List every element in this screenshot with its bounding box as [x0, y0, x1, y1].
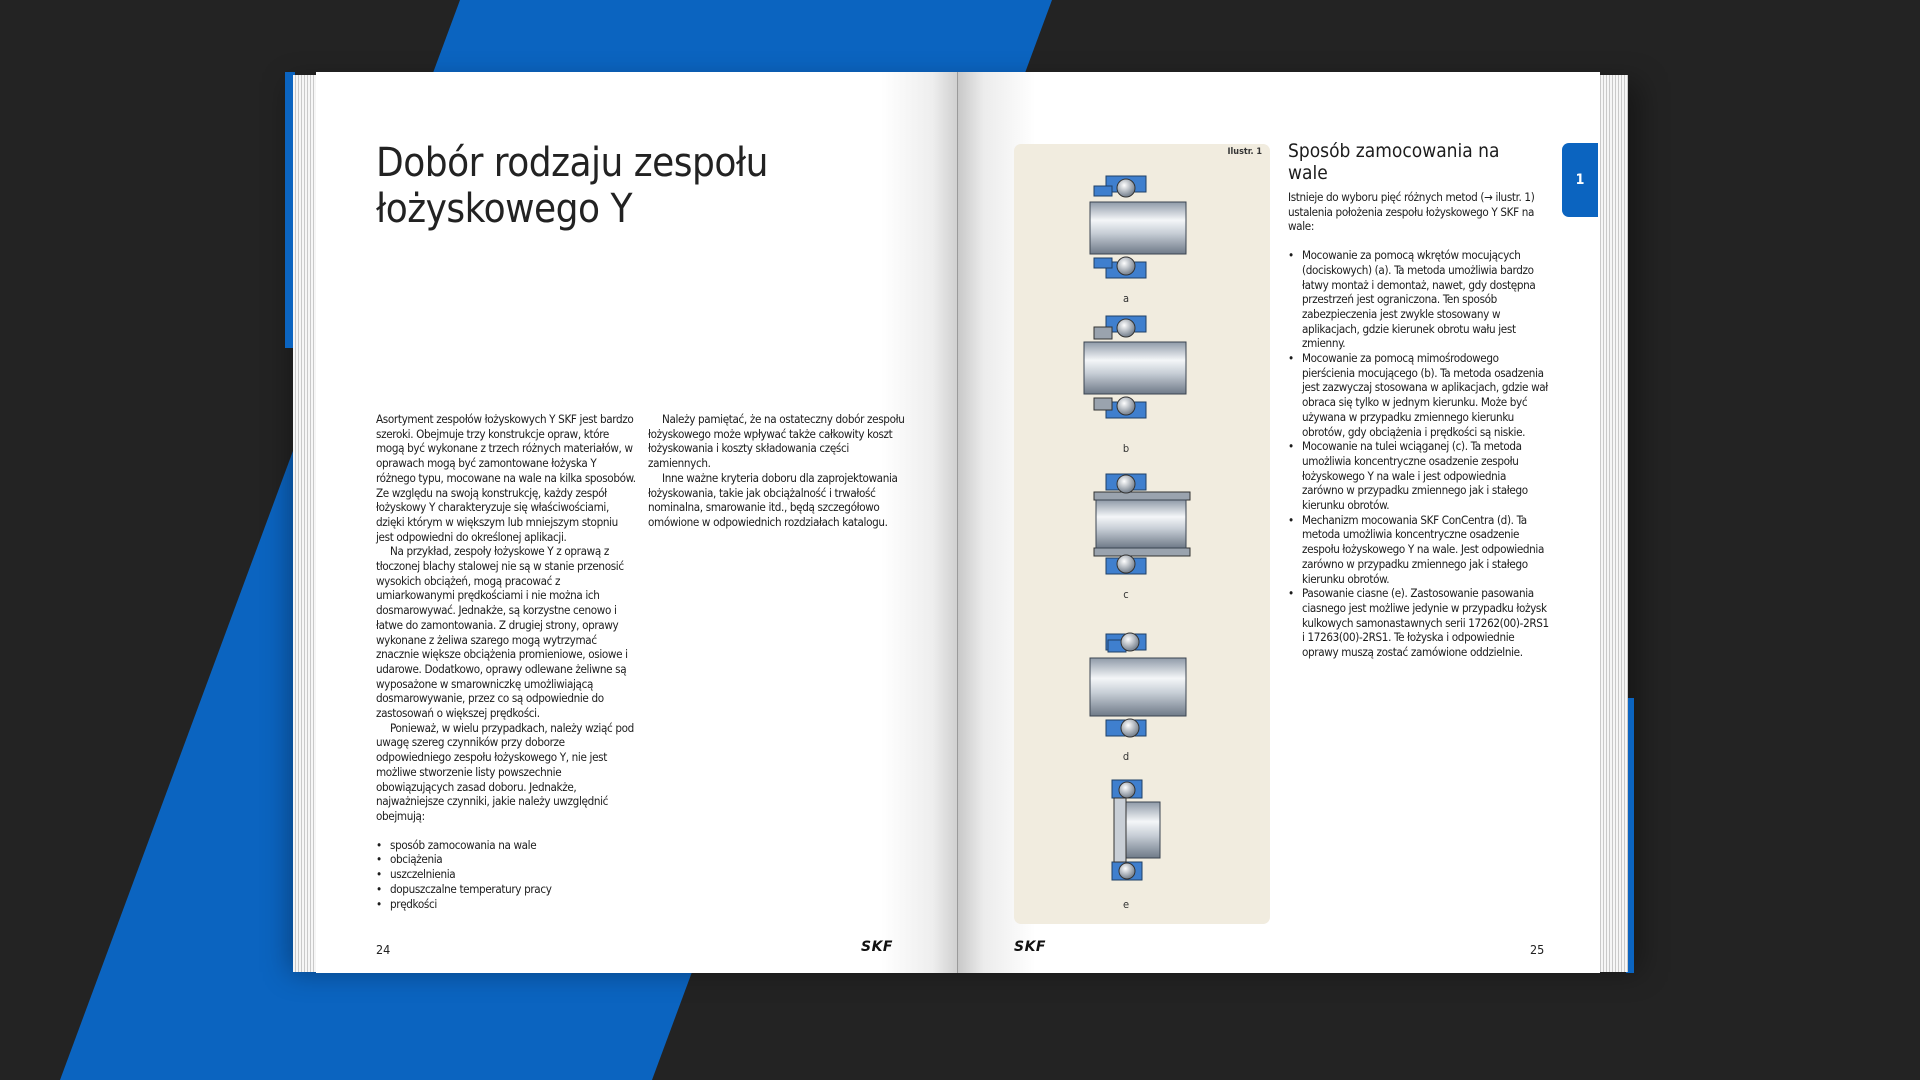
figure-letter-c: c [1123, 588, 1129, 601]
list-item: • sposób zamocowania na wale [376, 838, 636, 853]
chapter-title-line2: łożyskowego Y [376, 186, 632, 232]
page-number-left: 24 [376, 942, 391, 957]
skf-logo: SKF [1014, 939, 1046, 955]
bearing-figure-c [1094, 474, 1190, 574]
page-edges-right [1598, 75, 1628, 972]
bearing-illustrations [1014, 144, 1270, 924]
list-item: • prędkości [376, 897, 636, 912]
list-item: • Pasowanie ciasne (e). Zastosowanie pasowania ciasnego jest możliwe jedynie w przypadku łożysk kulkowych samonastawnych serii 17262(00)-2RS1 i 17263(00)-2RS1. Te łożyska i odpowiednie oprawy muszą zostać zamówione oddzielnie. [1288, 586, 1550, 660]
chapter-tab: 1 [1562, 143, 1598, 217]
skf-logo: SKF [861, 939, 893, 955]
list-item: • dopuszczalne temperatury pracy [376, 882, 636, 897]
bearing-figure-a [1090, 176, 1186, 278]
right-page [958, 72, 1600, 973]
list-item: • Mocowanie za pomocą wkrętów mocujących (dociskowych) (a). Ta metoda umożliwia bardzo łatwy montaż i demontaż, nawet, gdy dostępna przestrzeń jest ograniczona. Ten sposób zabezpieczenia jest zwykle stosowany w aplikacjach, gdzie kierunek obrotu wału jest zmienny. [1288, 248, 1550, 351]
list-item: • uszczelnienia [376, 867, 636, 882]
intro-paragraph: Istnieje do wyboru pięć różnych metod (→ ilustr. 1) ustalenia położenia zespołu łożyskowego Y SKF na wale: [1288, 190, 1535, 234]
chapter-title-line1: Dobór rodzaju zespołu [376, 140, 768, 186]
list-item: • Mechanizm mocowania SKF ConCentra (d). Ta metoda umożliwia koncentryczne osadzenie zespołu łożyskowego Y na wale. Jest odpowiednia zarówno w przypadku zmiennego jak i stałego kierunku obrotów. [1288, 513, 1550, 587]
list-item: • Mocowanie za pomocą mimośrodowego pierścienia mocującego (b). Ta metoda osadzenia jest zazwyczaj stosowana w aplikacjach, gdzie wał obraca się tylko w jednym kierunku. Może być używana w przypadku zmiennego kierunku obrotów, gdy obciążenia i prędkości są niskie. [1288, 351, 1550, 439]
text-column-1 [376, 412, 636, 911]
illustration-label: Ilustr. 1 [1227, 147, 1262, 157]
paragraph: Inne ważne kryteria doboru dla zaprojektowania łożyskowania, takie jak obciążalność i trwałość nominalna, smarowanie itd., będą szczegółowo omówione w odpowiednich rozdziałach katalogu. [648, 470, 898, 529]
left-page [316, 72, 958, 973]
list-item: • obciążenia [376, 852, 636, 867]
section-title: Sposób zamocowania na wale [1288, 140, 1500, 184]
bearing-figure-b [1084, 316, 1186, 418]
page-number-right: 25 [1530, 942, 1545, 957]
figure-letter-d: d [1122, 750, 1130, 763]
paragraph: Należy pamiętać, że na ostateczny dobór zespołu łożyskowego może wpływać także całkowity koszt łożyskowania i koszty składowania części zamiennych. [648, 412, 905, 471]
paragraph: Asortyment zespołów łożyskowych Y SKF jest bardzo szeroki. Obejmuje trzy konstrukcje opraw, które mogą być wykonane z trzech różnych materiałów, w oprawach mogą być zamontowane łożyska Y różnego typu, mocowane na wale na kilka sposobów. Ze względu na swoją konstrukcję, każdy zespół łożyskowy Y charakteryzuje się właściwościami, dzięki którym w większym lub mniejszym stopniu jest odpowiedni do określonej aplikacji. [376, 412, 636, 544]
figure-letter-a: a [1122, 292, 1130, 305]
list-item: • Mocowanie na tulei wciąganej (c). Ta metoda umożliwia koncentryczne osadzenie zespołu łożyskowego Y na wale i jest odpowiednia zarówno w przypadku zmiennego jak i stałego kierunku obrotów. [1288, 439, 1550, 513]
figure-letter-b: b [1122, 442, 1130, 455]
mounting-methods-text [1288, 190, 1550, 660]
chapter-title [376, 140, 896, 232]
factor-list [376, 838, 636, 912]
bearing-figure-d [1090, 633, 1186, 737]
figure-letter-e: e [1122, 898, 1130, 911]
mounting-methods-list [1288, 248, 1550, 660]
paragraph: Na przykład, zespoły łożyskowe Y z oprawą z tłoczonej blachy stalowej nie są w stanie przenosić wysokich obciążeń, mogą pracować z umiarkowanymi prędkościami i nie można ich dosmarowywać. Jednakże, są korzystne cenowo i łatwe do zamontowania. Z drugiej strony, oprawy wykonane z żeliwa szarego mogą wytrzymać znacznie większe obciążenia promieniowe, osiowe i udarowe. Dodatkowo, oprawy odlewane żeliwne są wyposażone w smarowniczkę umożliwiającą dosmarowywanie, przez co są odpowiednie do zastosowań o większej prędkości. [376, 544, 628, 721]
paragraph: Ponieważ, w wielu przypadkach, należy wziąć pod uwagę szereg czynników przy doborze odpowiedniego zespołu łożyskowego Y, nie jest możliwe stworzenie listy powszechnie obowiązujących zasad doboru. Jednakże, najważniejsze czynniki, jakie należy uwzględnić obejmują: [376, 720, 634, 823]
illustration-panel [1014, 144, 1270, 924]
text-column-2 [648, 412, 908, 530]
bearing-figure-e [1112, 780, 1160, 880]
